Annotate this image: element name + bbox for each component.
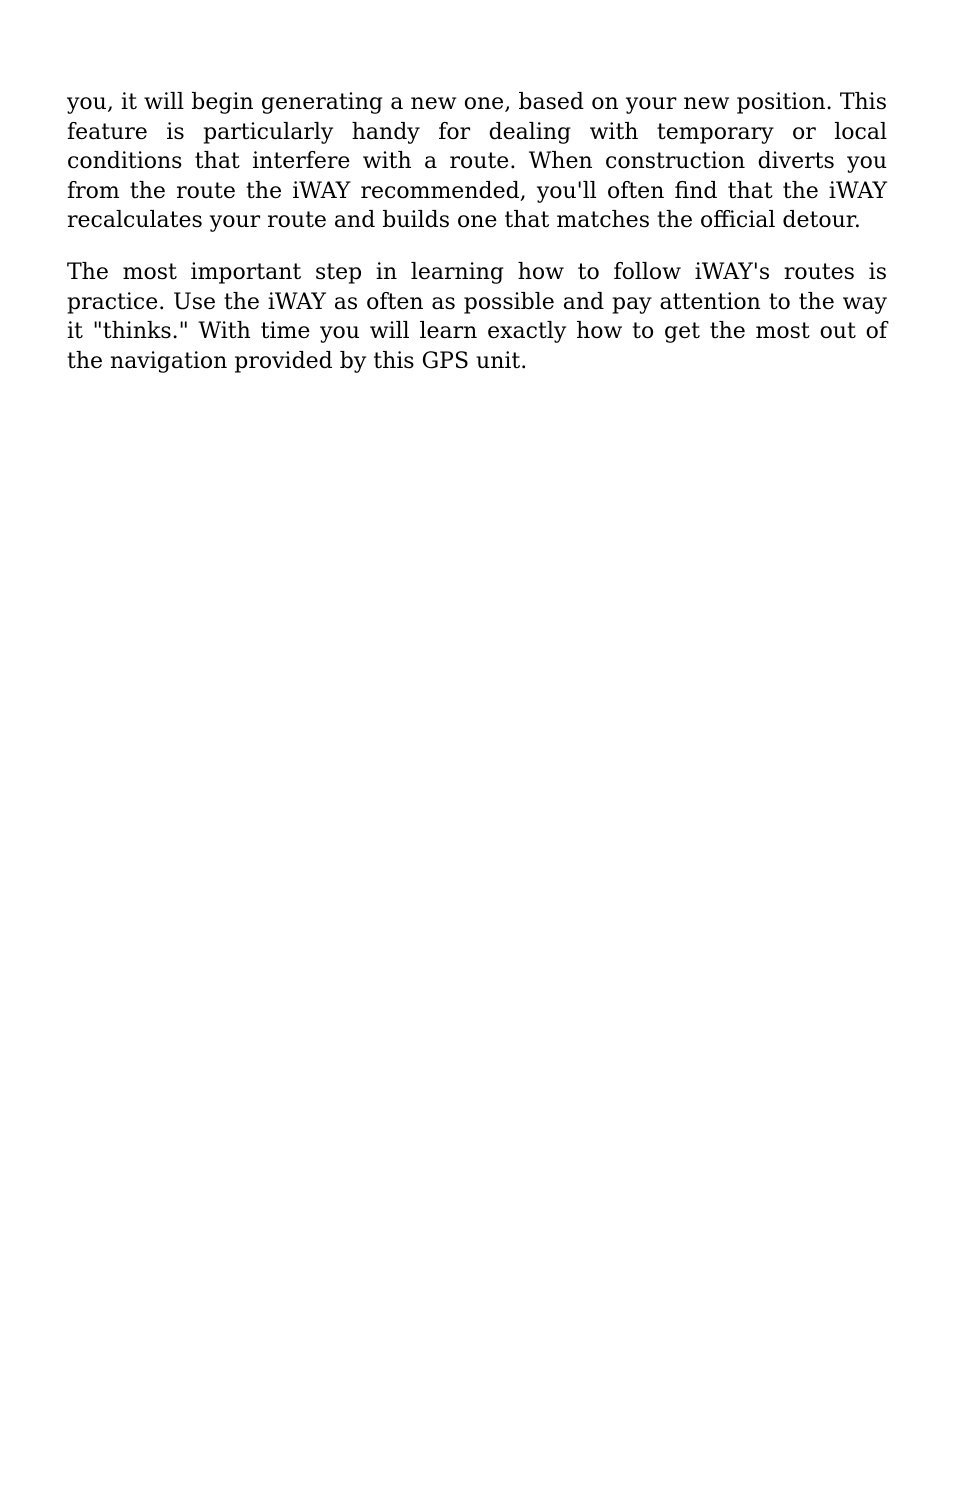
document-page: [67, 88, 887, 376]
body-paragraph-practice: The most important step in learning how to follow iWAY's routes is practice. Use the iWAY as often as possible and pay attention to the way it "thinks." With time you will learn exactly how to get the most out of the navigation provided by this GPS unit.: [67, 259, 887, 374]
body-paragraph-recalculation: you, it will begin generating a new one, based on your new position. This feature is particularly handy for dealing with temporary or local conditions that interfere with a route. When construction diverts you from the route the iWAY recommended, you'll often find that the iWAY recalculates your route and builds one that matches the official detour.: [67, 90, 887, 234]
